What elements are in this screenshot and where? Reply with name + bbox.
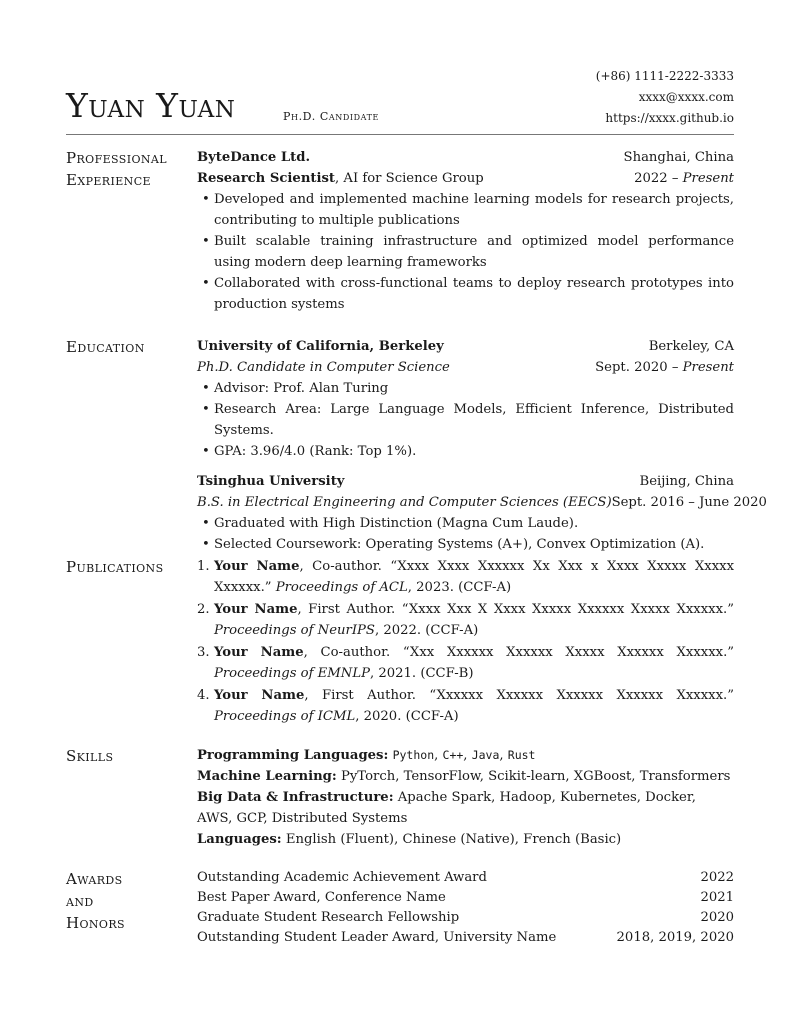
award-year: 2020 xyxy=(700,910,734,925)
education-dates-start: Sept. 2020 – xyxy=(595,360,683,375)
award-name: Best Paper Award, Conference Name xyxy=(197,890,446,905)
candidate-name: Yuan Yuan xyxy=(66,86,236,125)
education-section-title: Education xyxy=(66,338,145,356)
education-location: Berkeley, CA xyxy=(648,339,734,354)
website-link[interactable]: https://xxxx.github.io xyxy=(605,111,734,125)
contact-block xyxy=(596,66,734,129)
experience-section xyxy=(197,147,734,315)
award-row xyxy=(197,888,734,908)
publication-role: , First Author. xyxy=(304,688,430,703)
publication-role: , Co-author. xyxy=(299,559,391,574)
list-item: • Built scalable training infrastructure and optimized model performance using modern deep learning frameworks xyxy=(214,231,734,273)
education-school: University of California, Berkeley xyxy=(197,339,444,354)
publication-venue: Proceedings of EMNLP xyxy=(214,666,370,681)
phone-number: (+86) 1111-2222-3333 xyxy=(595,69,734,83)
experience-section-title: Professional Experience xyxy=(66,149,167,189)
experience-org-row xyxy=(197,147,734,168)
list-item: • Graduated with High Distinction (Magna Cum Laude). xyxy=(214,513,734,534)
education-location: Beijing, China xyxy=(639,474,734,489)
publication-author: Your Name xyxy=(214,559,300,574)
award-name: Outstanding Academic Achievement Award xyxy=(197,870,487,885)
header-divider xyxy=(66,134,734,135)
publication-year: , 2022. (CCF-A) xyxy=(374,623,479,638)
list-item: • Selected Coursework: Operating Systems (A+), Convex Optimization (A). xyxy=(214,534,734,555)
publication-number: 4. xyxy=(197,688,210,703)
award-row xyxy=(197,928,734,948)
award-year: 2018, 2019, 2020 xyxy=(616,930,734,945)
publication-author: Your Name xyxy=(214,645,304,660)
publication-author: Your Name xyxy=(214,602,298,617)
publication-item xyxy=(197,556,735,598)
publication-list xyxy=(197,556,734,727)
skill-lang: Rust xyxy=(507,748,536,762)
experience-location: Shanghai, China xyxy=(623,150,734,165)
publication-item xyxy=(197,685,734,727)
skills-programming: Programming Languages: Python, C++, Java, Rust xyxy=(197,748,536,763)
publications-section-title: Publications xyxy=(66,558,164,576)
publication-venue: Proceedings of ICML xyxy=(214,709,356,724)
education-degree: Ph.D. Candidate in Computer Science xyxy=(197,360,450,375)
experience-org: ByteDance Ltd. xyxy=(197,150,311,165)
publication-author: Your Name xyxy=(214,688,305,703)
award-row xyxy=(197,868,734,888)
publication-item xyxy=(197,599,734,641)
award-row xyxy=(197,908,734,928)
publications-section xyxy=(197,556,734,728)
publication-number: 1. xyxy=(197,559,210,574)
skills-ml: Machine Learning: PyTorch, TensorFlow, Scikit-learn, XGBoost, Transformers xyxy=(197,769,731,784)
publication-role: , Co-author. xyxy=(303,645,403,660)
education-degree-row xyxy=(197,357,734,378)
skills-ml-value: PyTorch, TensorFlow, Scikit-learn, XGBoost, Transformers xyxy=(340,769,731,784)
award-year: 2022 xyxy=(700,870,734,885)
publication-venue: Proceedings of ACL xyxy=(275,580,408,595)
experience-dates-start: 2022 – xyxy=(634,171,683,186)
award-year: 2021 xyxy=(700,890,734,905)
education-school: Tsinghua University xyxy=(197,474,345,489)
skills-ml-label: Machine Learning xyxy=(197,769,332,784)
skills-section-title: Skills xyxy=(66,747,114,765)
education-school-row xyxy=(197,471,734,492)
skills-lang-label: Languages xyxy=(197,832,277,847)
skills-lang-value: English (Fluent), Chinese (Native), French (Basic) xyxy=(285,832,622,847)
skills-languages: Languages: English (Fluent), Chinese (Native), French (Basic) xyxy=(197,832,622,847)
education-school-row xyxy=(197,336,734,357)
education-bullets xyxy=(197,378,734,462)
publication-title: “Xxxxxx Xxxxxx Xxxxxx Xxxxxx Xxxxxx.” xyxy=(429,688,734,703)
publication-title: “Xxx Xxxxxx Xxxxxx Xxxxx Xxxxxx Xxxxxx.” xyxy=(402,645,735,660)
publication-year: , 2021. (CCF-B) xyxy=(369,666,474,681)
publication-year: , 2023. (CCF-A) xyxy=(407,580,512,595)
list-item: • Advisor: Prof. Alan Turing xyxy=(214,378,734,399)
skills-infra-value: Apache Spark, Hadoop, Kubernetes, Docker, AWS, GCP, Distributed Systems xyxy=(197,790,696,826)
candidate-tagline: Ph.D. Candidate xyxy=(283,110,379,123)
award-name: Graduate Student Research Fellowship xyxy=(197,910,460,925)
experience-dates-end: Present xyxy=(682,171,734,186)
experience-role-suffix: , AI for Science Group xyxy=(335,171,484,186)
education-degree: B.S. in Electrical Engineering and Computer Sciences (EECS) xyxy=(197,495,612,510)
education-dates: Sept. 2016 – June 2020 xyxy=(611,495,767,510)
publication-title: “Xxxx Xxx X Xxxx Xxxxx Xxxxxx Xxxxx Xxxxxx.” xyxy=(401,602,734,617)
education-degree-row xyxy=(197,492,767,513)
skill-lang: C++ xyxy=(442,748,464,762)
spacer xyxy=(197,462,734,471)
publication-number: 3. xyxy=(197,645,210,660)
publication-item xyxy=(197,642,735,684)
education-section xyxy=(197,336,767,555)
list-item: • Collaborated with cross-functional teams to deploy research prototypes into production systems xyxy=(214,273,734,315)
publication-venue: Proceedings of NeurIPS xyxy=(214,623,375,638)
skills-infra: Big Data & Infrastructure: Apache Spark, Hadoop, Kubernetes, Docker, AWS, GCP, Distributed Systems xyxy=(197,790,696,826)
experience-role: Research Scientist xyxy=(197,171,336,186)
publication-title: “Xxxx Xxxx Xxxxxx Xx Xxx x Xxxx Xxxxx Xxxxx Xxxxxx.” xyxy=(214,559,735,595)
awards-section xyxy=(197,868,734,948)
skills-programming-label: Programming Languages xyxy=(197,748,384,763)
list-item: • Developed and implemented machine learning models for research projects, contributing to multiple publications xyxy=(214,189,734,231)
list-item: • GPA: 3.96/4.0 (Rank: Top 1%). xyxy=(214,441,734,462)
skill-lang: Java xyxy=(471,748,500,762)
education-bullets xyxy=(197,513,734,555)
education-dates-end: Present xyxy=(682,360,734,375)
email-address[interactable]: xxxx@xxxx.com xyxy=(638,90,734,104)
publication-role: , First Author. xyxy=(297,602,402,617)
skills-infra-label: Big Data & Infrastructure xyxy=(197,790,389,805)
award-name: Outstanding Student Leader Award, University Name xyxy=(197,930,557,945)
experience-role-row xyxy=(197,168,734,189)
list-item: • Research Area: Large Language Models, Efficient Inference, Distributed Systems. xyxy=(214,399,734,441)
skill-lang: Python xyxy=(392,748,435,762)
skills-section xyxy=(197,745,734,850)
experience-bullets xyxy=(197,189,734,315)
publication-number: 2. xyxy=(197,602,210,617)
awards-section-title: Awards and Honors xyxy=(66,870,125,932)
publication-year: , 2020. (CCF-A) xyxy=(355,709,459,724)
